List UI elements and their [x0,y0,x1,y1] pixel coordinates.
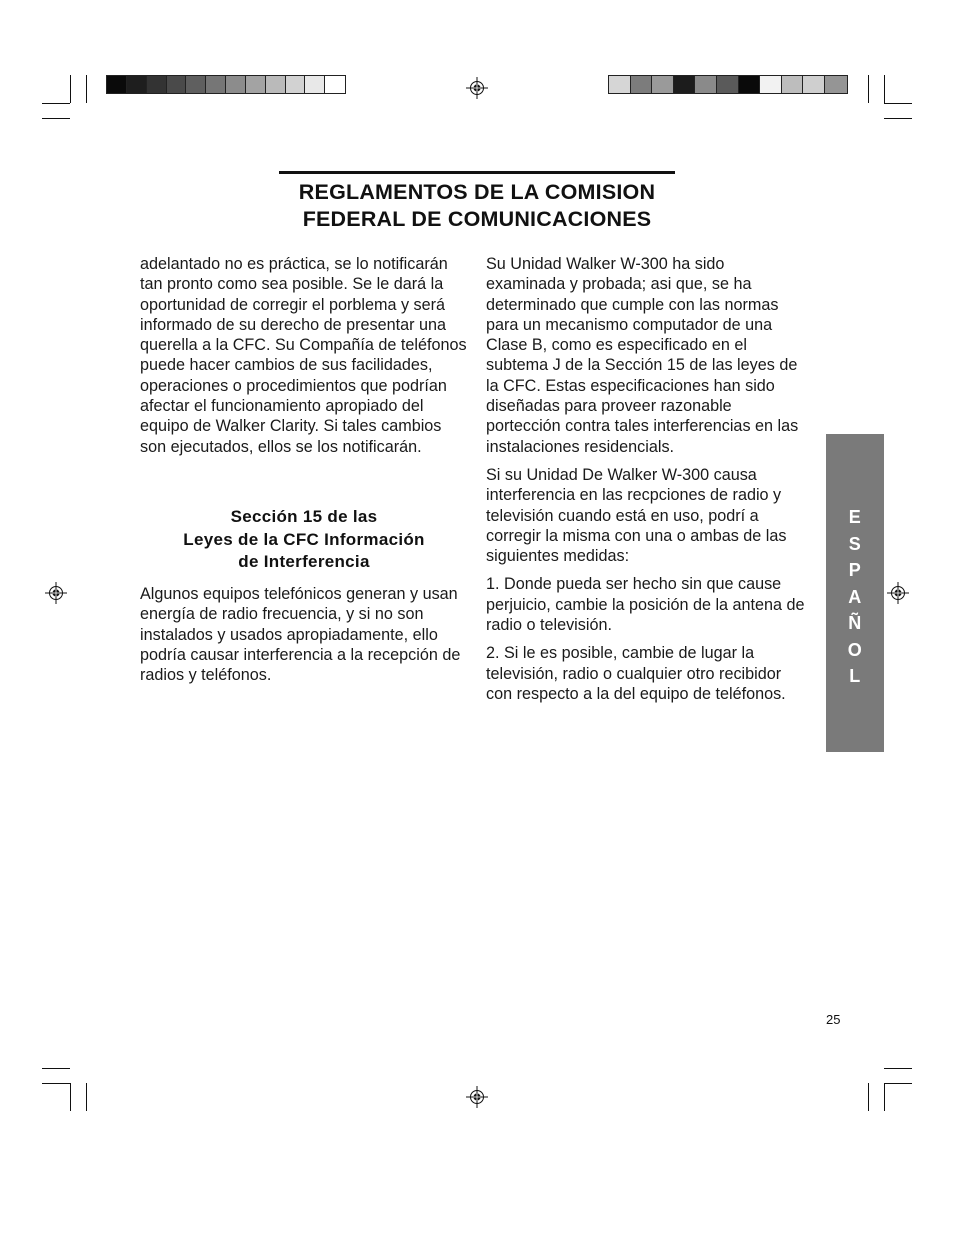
color-swatch [695,76,717,93]
color-swatch [107,76,127,93]
color-swatch [631,76,653,93]
right-paragraph-2: Si su Unidad De Walker W-300 causa interferencia en las recpciones de radio y televisión cuando está en uso, podrí a corregir la misma con una o ambas de las siguientes medidas: [486,465,787,566]
page-number: 25 [826,1012,841,1027]
color-swatch [825,76,847,93]
color-swatch [803,76,825,93]
color-swatch [286,76,306,93]
page-title-line1: REGLAMENTOS DE LA COMISION [298,180,656,204]
color-bar-right [608,75,848,94]
color-swatch [186,76,206,93]
color-swatch [782,76,804,93]
side-tab-letter: O [847,639,863,660]
crop-mark [884,1068,912,1069]
crop-mark [884,103,912,104]
crop-mark [42,1083,70,1084]
registration-mark-icon [887,582,909,604]
left-column [140,254,470,465]
right-paragraph-3: 1. Donde pueda ser hecho sin que cause perjuicio, cambie la posición de la antena de radio o televisión. [486,575,805,635]
color-swatch [226,76,246,93]
color-swatch [147,76,167,93]
color-swatch [674,76,696,93]
color-swatch [167,76,187,93]
crop-mark [86,1083,87,1111]
subheading-line1: Sección 15 de las [230,507,378,526]
right-paragraph-4: 2. Si le es posible, cambie de lugar la televisión, radio o cualquier otro recibidor con respecto a la del equipo de teléfonos. [486,644,786,703]
crop-mark [884,1083,912,1084]
crop-mark [868,1083,869,1111]
crop-mark [884,118,912,119]
color-swatch [266,76,286,93]
color-swatch [206,76,226,93]
crop-mark [884,75,885,103]
side-tab-letter: Ñ [848,613,862,633]
left-paragraph-1: adelantado no es práctica, se lo notificarán tan pronto como sea posible. Se le dará la oportunidad de corregir el porblema y será informado de su derecho de presentar una querella a la CFC. Su Compañía de teléfonos puede hacer cambios de sus facilidades, operaciones o procedimientos que podrían afectar el funcionamiento apropiado del equipo de Walker Clarity. Si tales cambios son ejecutados, ellos se los notificarán. [140,255,467,456]
left-column-lower [140,584,462,693]
side-tab-letter: P [848,560,862,580]
color-swatch [246,76,266,93]
side-tab-letter: E [848,507,862,527]
crop-mark [884,1083,885,1111]
color-swatch [652,76,674,93]
color-swatch [609,76,631,93]
registration-mark-icon [466,1086,488,1108]
crop-mark [42,1068,70,1069]
title-rule [279,171,675,174]
color-swatch [305,76,325,93]
side-tab-letter: S [848,533,862,554]
side-tab-letter: L [849,666,861,686]
color-bar-left [106,75,346,94]
right-paragraph-1: Su Unidad Walker W-300 ha sido examinada y probada; asi que, se ha determinado que cumple con las normas para un mecanismo computador de una Clase B, como es especificado en el subtema J de la Sección 15 de las leyes de la CFC. Estas especificaciones han sido diseñadas para proveer razonable portección contra tales interferencias en las instalaciones residencials. [486,255,799,456]
side-tab-letters [826,504,884,690]
crop-mark [868,75,869,103]
page-title [240,179,714,233]
crop-mark [42,118,70,119]
crop-mark [86,75,87,103]
color-swatch [325,76,345,93]
registration-mark-icon [45,582,67,604]
crop-mark [70,75,71,103]
color-swatch [717,76,739,93]
section-subheading [140,506,468,574]
side-tab-letter: A [848,586,862,607]
color-swatch [127,76,147,93]
left-paragraph-2: Algunos equipos telefónicos generan y usan energía de radio frecuencia, y si no son instalados y usados apropiadamente, ello podría causar interferencia a la recepción de radios y teléfonos. [140,585,461,685]
subheading-line3: de Interferencia [238,552,370,571]
crop-mark [70,1083,71,1111]
crop-mark [42,103,70,104]
color-swatch [739,76,761,93]
registration-mark-icon [466,77,488,99]
page-title-line2: FEDERAL DE COMUNICACIONES [302,207,652,231]
color-swatch [760,76,782,93]
right-column [486,254,808,712]
language-side-tab [826,434,884,752]
subheading-line2: Leyes de la CFC Información [183,529,425,549]
